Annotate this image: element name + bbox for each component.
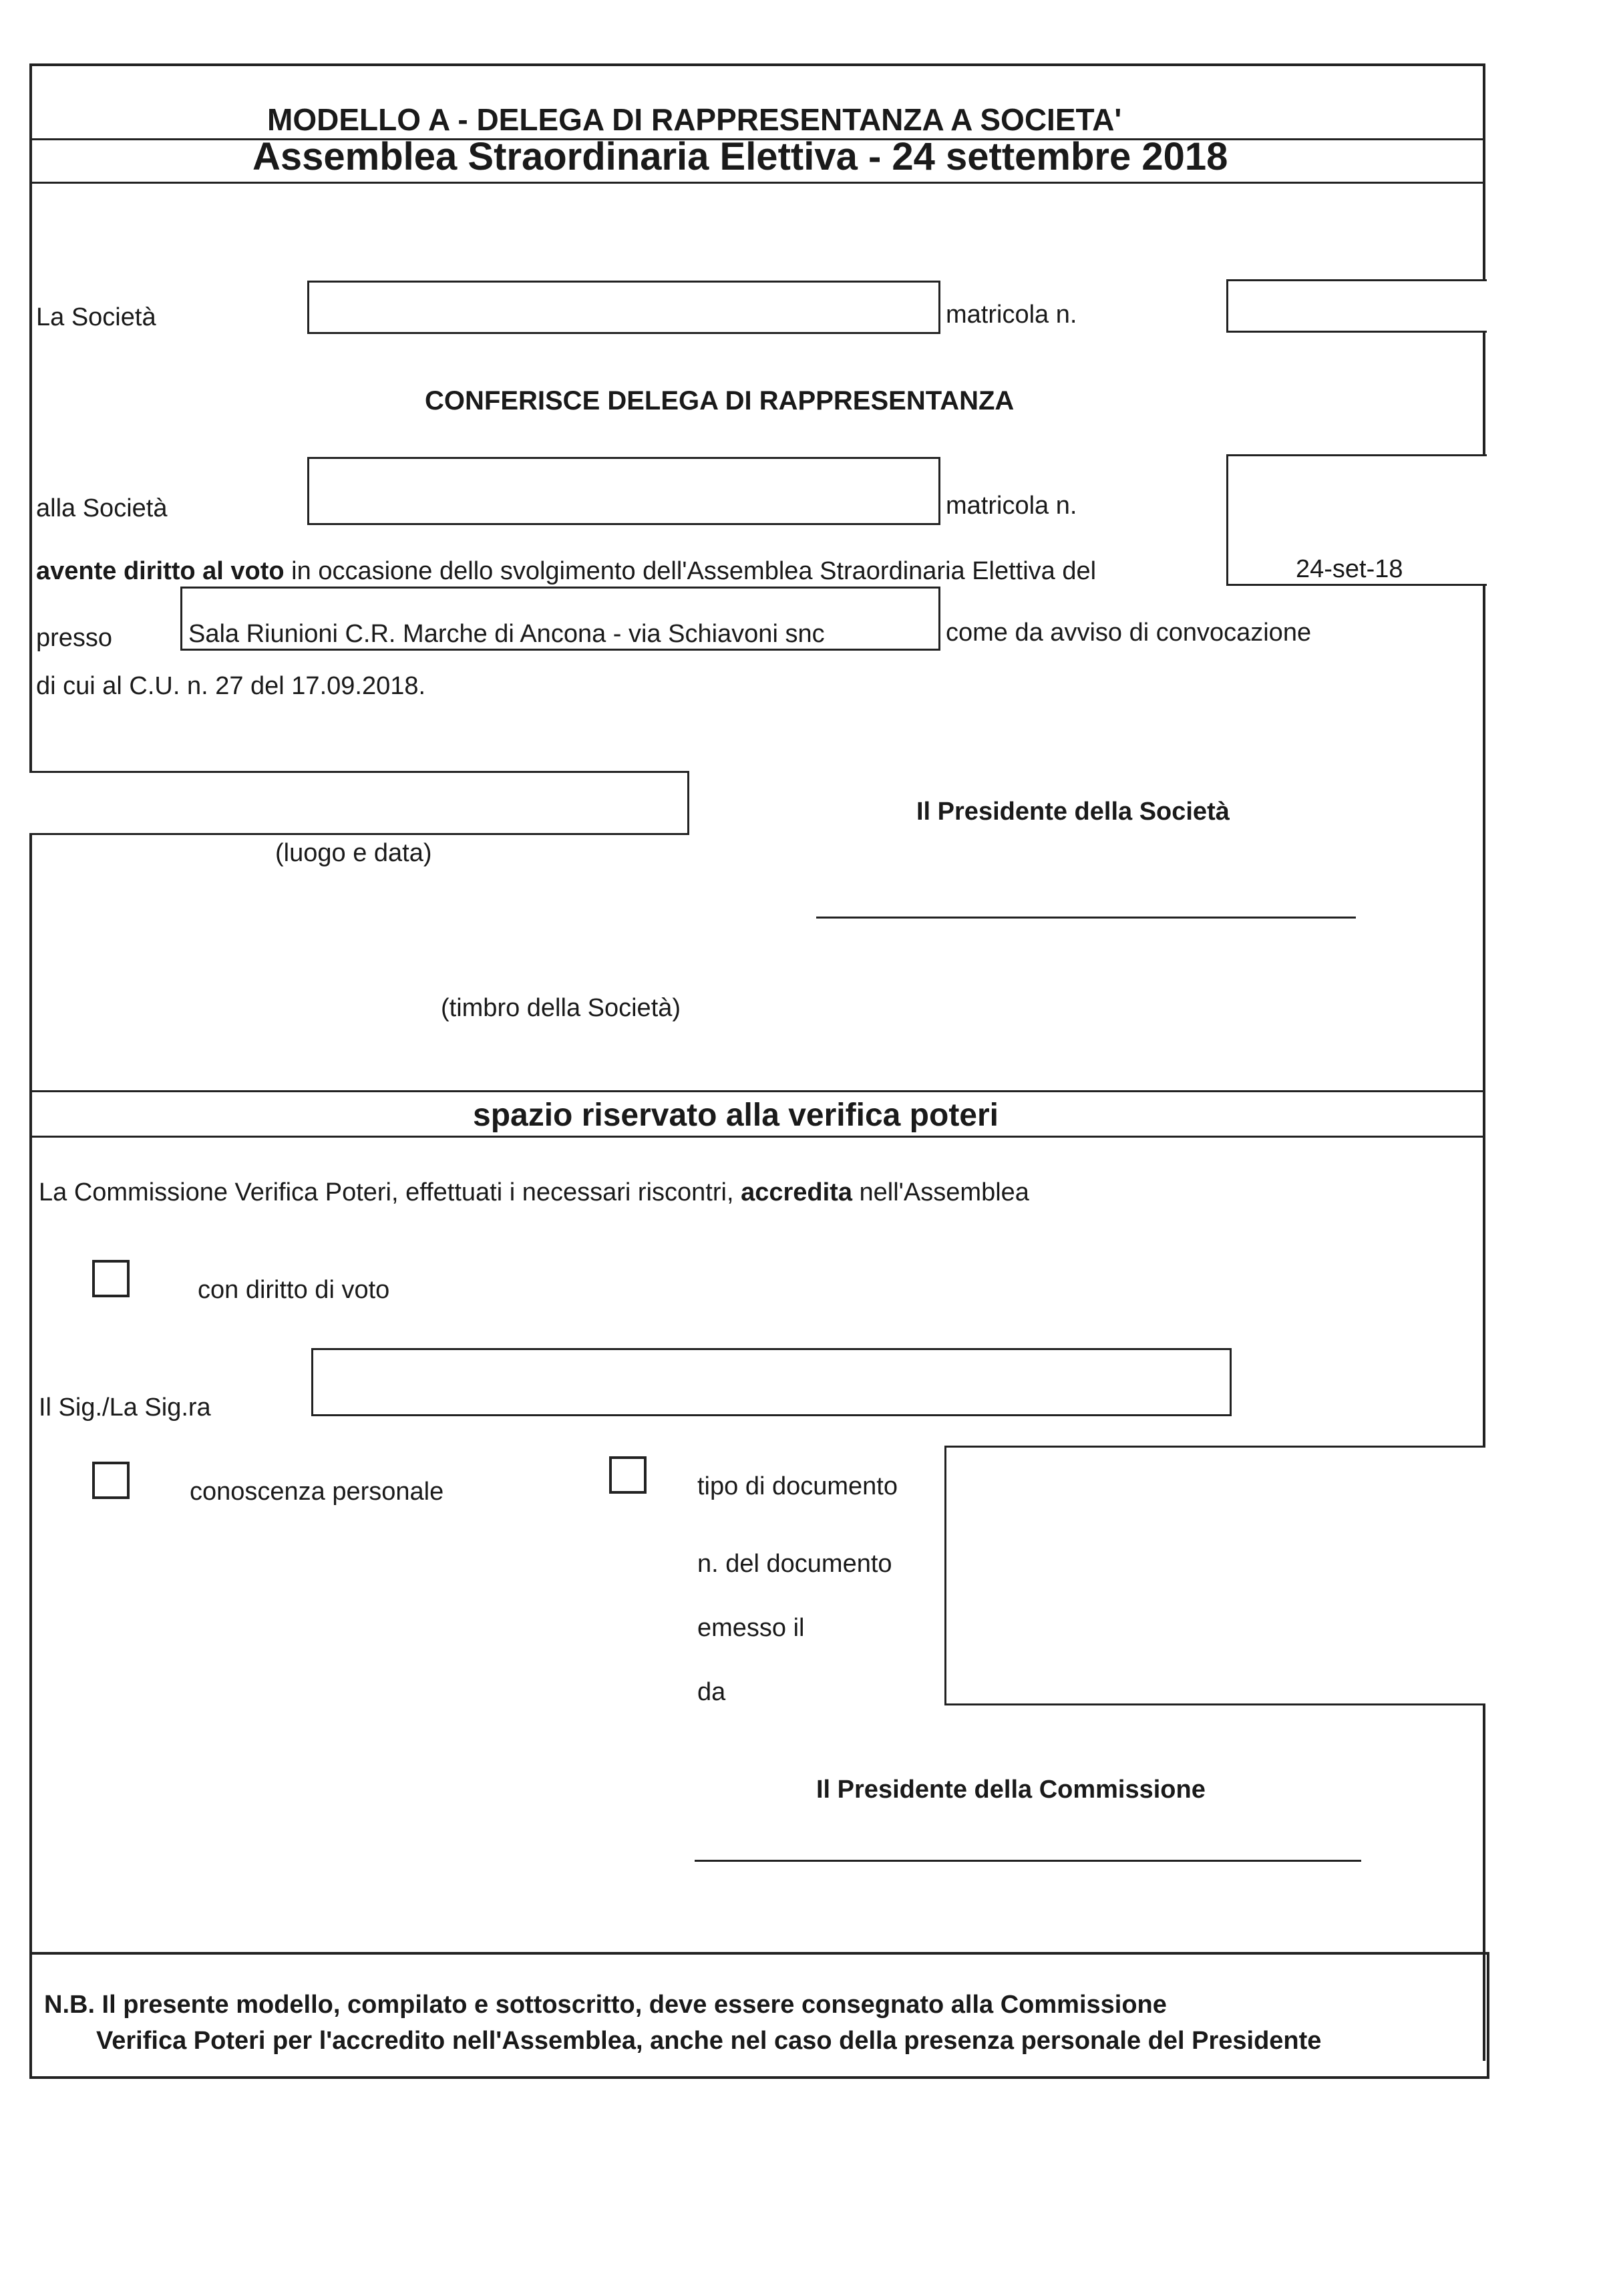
form-subtitle: Assemblea Straordinaria Elettiva - 24 settembre 2018 bbox=[252, 135, 1228, 178]
conoscenza-label: conoscenza personale bbox=[190, 1478, 444, 1506]
section-title: spazio riservato alla verifica poteri bbox=[473, 1098, 999, 1133]
presidente-societa-label: Il Presidente della Società bbox=[916, 798, 1230, 826]
matricola-label-1: matricola n. bbox=[946, 301, 1077, 329]
da-field[interactable] bbox=[944, 1632, 1485, 1705]
nb-line2: Verifica Poteri per l'accredito nell'Assemblea, anche nel caso della presenza personale del Presidente bbox=[96, 2027, 1322, 2055]
luogo-data-field[interactable] bbox=[29, 771, 689, 835]
da-label: da bbox=[697, 1678, 726, 1706]
nb-line1: N.B. Il presente modello, compilato e sottoscritto, deve essere consegnato alla Commissione bbox=[44, 1991, 1167, 2019]
conoscenza-checkbox[interactable] bbox=[92, 1462, 130, 1499]
n-doc-field[interactable] bbox=[944, 1508, 1485, 1572]
la-societa-label: La Società bbox=[36, 303, 156, 331]
n-doc-label: n. del documento bbox=[697, 1550, 892, 1578]
come-da-avviso: come da avviso di convocazione bbox=[946, 619, 1312, 647]
presso-label: presso bbox=[36, 624, 113, 652]
sig-field[interactable] bbox=[311, 1348, 1232, 1416]
con-diritto-checkbox[interactable] bbox=[92, 1260, 130, 1297]
timbro-label: (timbro della Società) bbox=[441, 994, 681, 1022]
sig-label: Il Sig./La Sig.ra bbox=[39, 1393, 211, 1422]
conferisce-heading: CONFERISCE DELEGA DI RAPPRESENTANZA bbox=[425, 386, 1015, 416]
con-diritto-label: con diritto di voto bbox=[198, 1276, 390, 1304]
commissione-pre: La Commissione Verifica Poteri, effettuati i necessari riscontri, bbox=[39, 1178, 741, 1206]
form-frame bbox=[29, 63, 1485, 2061]
section-divider-top bbox=[29, 1090, 1485, 1092]
commissione-text bbox=[39, 1180, 1029, 1205]
commissione-bold: accredita bbox=[741, 1178, 852, 1206]
form-title: MODELLO A - DELEGA DI RAPPRESENTANZA A SOCIETA' bbox=[267, 102, 1122, 137]
date-value: 24-set-18 bbox=[1296, 555, 1403, 583]
presso-value: Sala Riunioni C.R. Marche di Ancona - via Schiavoni snc bbox=[188, 620, 825, 648]
matricola-field-1[interactable] bbox=[1226, 279, 1487, 333]
alla-societa-label: alla Società bbox=[36, 494, 168, 522]
avente-diritto-rest: in occasione dello svolgimento dell'Assemblea Straordinaria Elettiva del bbox=[284, 557, 1097, 585]
matricola-label-2: matricola n. bbox=[946, 492, 1077, 520]
tipo-doc-field[interactable] bbox=[944, 1446, 1485, 1510]
avente-diritto-text bbox=[36, 558, 1096, 584]
presidente-societa-signature-line[interactable] bbox=[816, 917, 1356, 919]
alla-societa-field[interactable] bbox=[307, 457, 940, 525]
tipo-doc-label: tipo di documento bbox=[697, 1472, 898, 1500]
avente-diritto-bold: avente diritto al voto bbox=[36, 557, 285, 585]
matricola-field-2[interactable] bbox=[1226, 454, 1487, 524]
presidente-commissione-signature-line[interactable] bbox=[695, 1860, 1361, 1862]
emesso-field[interactable] bbox=[944, 1570, 1485, 1634]
section-divider-bottom bbox=[29, 1136, 1485, 1138]
emesso-label: emesso il bbox=[697, 1614, 805, 1642]
commissione-post: nell'Assemblea bbox=[852, 1178, 1029, 1206]
la-societa-field[interactable] bbox=[307, 281, 940, 334]
header-bottom-line bbox=[29, 182, 1485, 184]
luogo-data-label: (luogo e data) bbox=[275, 839, 432, 867]
presidente-commissione-label: Il Presidente della Commissione bbox=[816, 1776, 1206, 1804]
documento-checkbox[interactable] bbox=[609, 1456, 647, 1494]
di-cui-text: di cui al C.U. n. 27 del 17.09.2018. bbox=[36, 672, 426, 700]
